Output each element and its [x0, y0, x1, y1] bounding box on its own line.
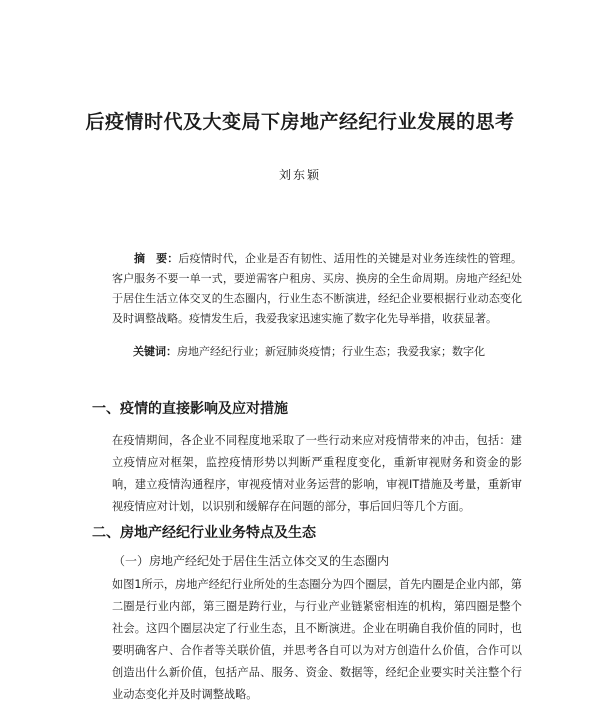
abstract-text: 后疫情时代，企业是否有韧性、适用性的关键是对业务连续性的管理。客户服务不要一单一式，要逆需客户租房、买房、换房的全生命周期。房地产经纪处于居住生活立体交叉的生态圈内，行业生态不断演进，经纪企业要根据行业动态变化及时调整战略。疫情发生后，我爱我家迅速实施了数字化先导举措，收获显著。 [112, 252, 523, 325]
section-2-subheading: （一）房地产经纪处于居住生活立体交叉的生态圈内 [113, 554, 390, 568]
section-2-paragraph [90, 574, 522, 706]
abstract [112, 249, 522, 329]
section-2-text: 如图1所示，房地产经纪行业所处的生态圈分为四个圈层，首先内圈是企业内部，第二圈是行业内部，第三圈是跨行业，与行业产业链紧密相连的机构，第四圈是整个社会。这四个圈层决定了行业生态，且不断演进。企业在明确自我价值的同时，也要明确客户、合作者等关联价值，并思考各自可以为对方创造什么价值，合作可以创造出什么新价值，包括产品、服务、资金、数据等，经纪企业要实时关注整个行业动态变化并及时调整战略。 [112, 578, 522, 701]
section-2-heading: 二、房地产经纪行业业务特点及生态 [92, 525, 316, 541]
section-1-heading: 一、疫情的直接影响及应对措施 [92, 401, 288, 417]
keywords-label: 关键词： [133, 345, 177, 358]
abstract-label: 摘 要： [134, 252, 179, 265]
author-name: 刘东颖 [278, 168, 321, 182]
keywords-text: 房地产经纪行业；新冠肺炎疫情；行业生态；我爱我家；数字化 [177, 345, 485, 358]
keywords [133, 342, 533, 362]
article-title: 后疫情时代及大变局下房地产经纪行业发展的思考 [85, 111, 515, 133]
section-1-paragraph [90, 430, 522, 518]
section-1-text: 在疫情期间，各企业不同程度地采取了一些行动来应对疫情带来的冲击，包括：建立疫情应对框架，监控疫情形势以判断严重程度变化，重新审视财务和资金的影响，建立疫情沟通程序，审视疫情对业务运营的影响，审视IT措施及考量，重新审视疫情应对计划，以识别和缓解存在问题的部分，事后回归等几个方面。 [112, 434, 522, 513]
